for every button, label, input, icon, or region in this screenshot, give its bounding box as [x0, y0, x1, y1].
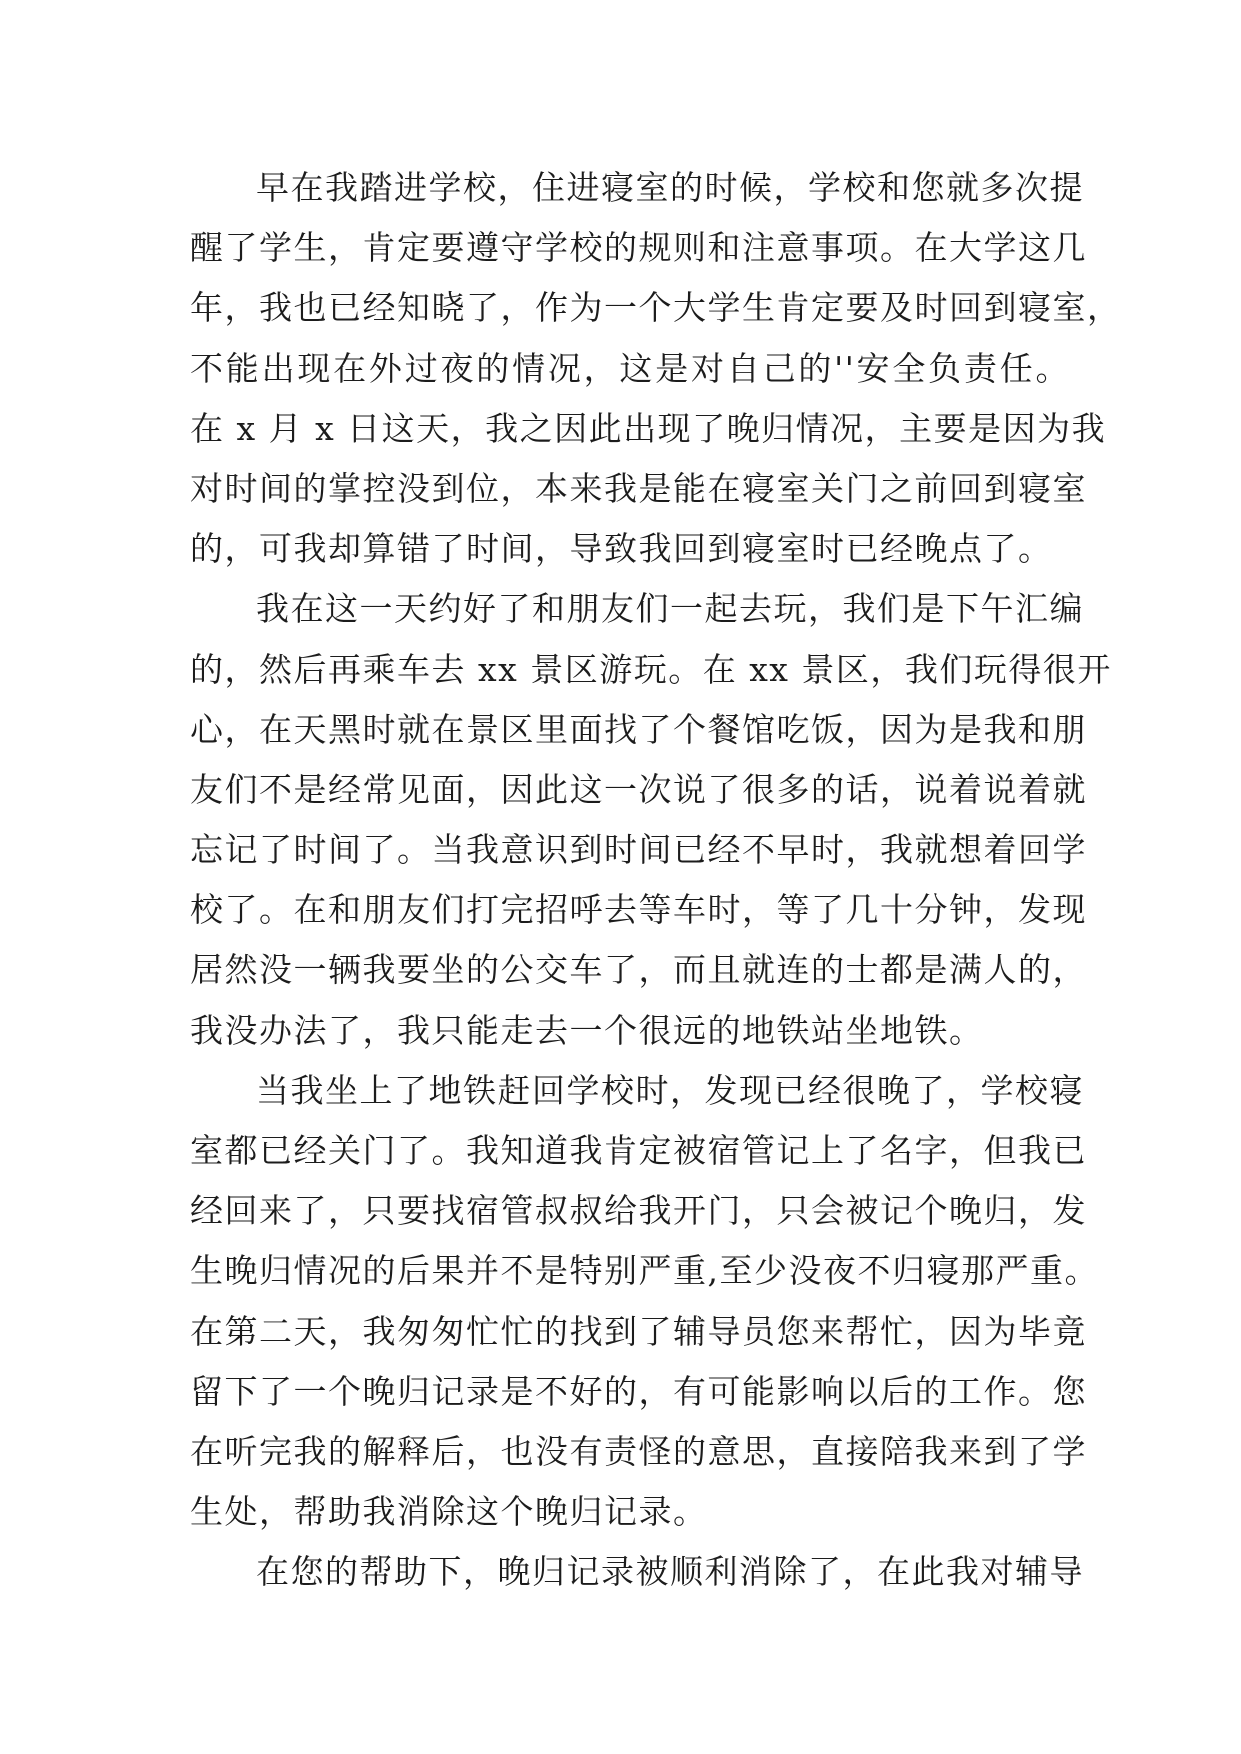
- text-line: 的，可我却算错了时间，导致我回到寝室时已经晚点了。: [190, 529, 1053, 569]
- text-line: 留下了一个晚归记录是不好的，有可能影响以后的工作。您: [190, 1371, 1087, 1411]
- document-body: [190, 158, 1122, 1603]
- paragraph-3: [190, 1061, 1099, 1543]
- text-line: 在您的帮助下，晚归记录被顺利消除了，在此我对辅导: [256, 1552, 1084, 1592]
- text-line: 忘记了时间了。当我意识到时间已经不早时，我就想着回学: [190, 830, 1087, 870]
- text-line: 生处，帮助我消除这个晚归记录。: [190, 1492, 708, 1532]
- text-line: 我没办法了，我只能走去一个很远的地铁站坐地铁。: [190, 1010, 984, 1050]
- paragraph-4: [190, 1542, 1084, 1602]
- text-line: 室都已经关门了。我知道我肯定被宿管记上了名字，但我已: [190, 1131, 1087, 1170]
- text-line: 在听完我的解释后，也没有责怪的意思，直接陪我来到了学: [190, 1431, 1087, 1471]
- text-line: 醒了学生，肯定要遵守学校的规则和注意事项。在大学这几: [190, 228, 1087, 268]
- text-line: 在第二天，我匆匆忙忙的找到了辅导员您来帮忙，因为毕竟: [190, 1311, 1087, 1351]
- text-line: 经回来了，只要找宿管叔叔给我开门，只会被记个晚归，发: [190, 1191, 1087, 1231]
- text-line: 居然没一辆我要坐的公交车了，而且就连的士都是满人的，: [190, 950, 1087, 990]
- text-line: 当我坐上了地铁赶回学校时，发现已经很晚了，学校寝: [256, 1070, 1084, 1110]
- text-line: 生晚归情况的后果并不是特别严重,至少没夜不归寝那严重。: [190, 1251, 1099, 1291]
- text-line: 心，在天黑时就在景区里面找了个餐馆吃饭，因为是我和朋: [190, 709, 1087, 749]
- text-line: 早在我踏进学校，住进寝室的时候，学校和您就多次提: [256, 168, 1084, 207]
- text-line: 校了。在和朋友们打完招呼去等车时，等了几十分钟，发现: [190, 890, 1087, 930]
- paragraph-2: [190, 579, 1112, 1061]
- paragraph-1: [190, 158, 1122, 579]
- text-line: 对时间的掌控没到位，本来我是能在寝室关门之前回到寝室: [190, 468, 1087, 508]
- text-line: 的，然后再乘车去 xx 景区游玩。在 xx 景区，我们玩得很开: [190, 649, 1112, 689]
- text-line: 年，我也已经知晓了，作为一个大学生肯定要及时回到寝室，: [190, 288, 1122, 328]
- text-line: 友们不是经常见面，因此这一次说了很多的话，说着说着就: [190, 769, 1087, 809]
- text-line: 我在这一天约好了和朋友们一起去玩，我们是下午汇编: [256, 589, 1084, 629]
- text-line: 不能出现在外过夜的情况，这是对自己的''安全负责任。: [190, 348, 1070, 388]
- text-line: 在 x 月 x 日这天，我之因此出现了晚归情况，主要是因为我: [190, 408, 1107, 448]
